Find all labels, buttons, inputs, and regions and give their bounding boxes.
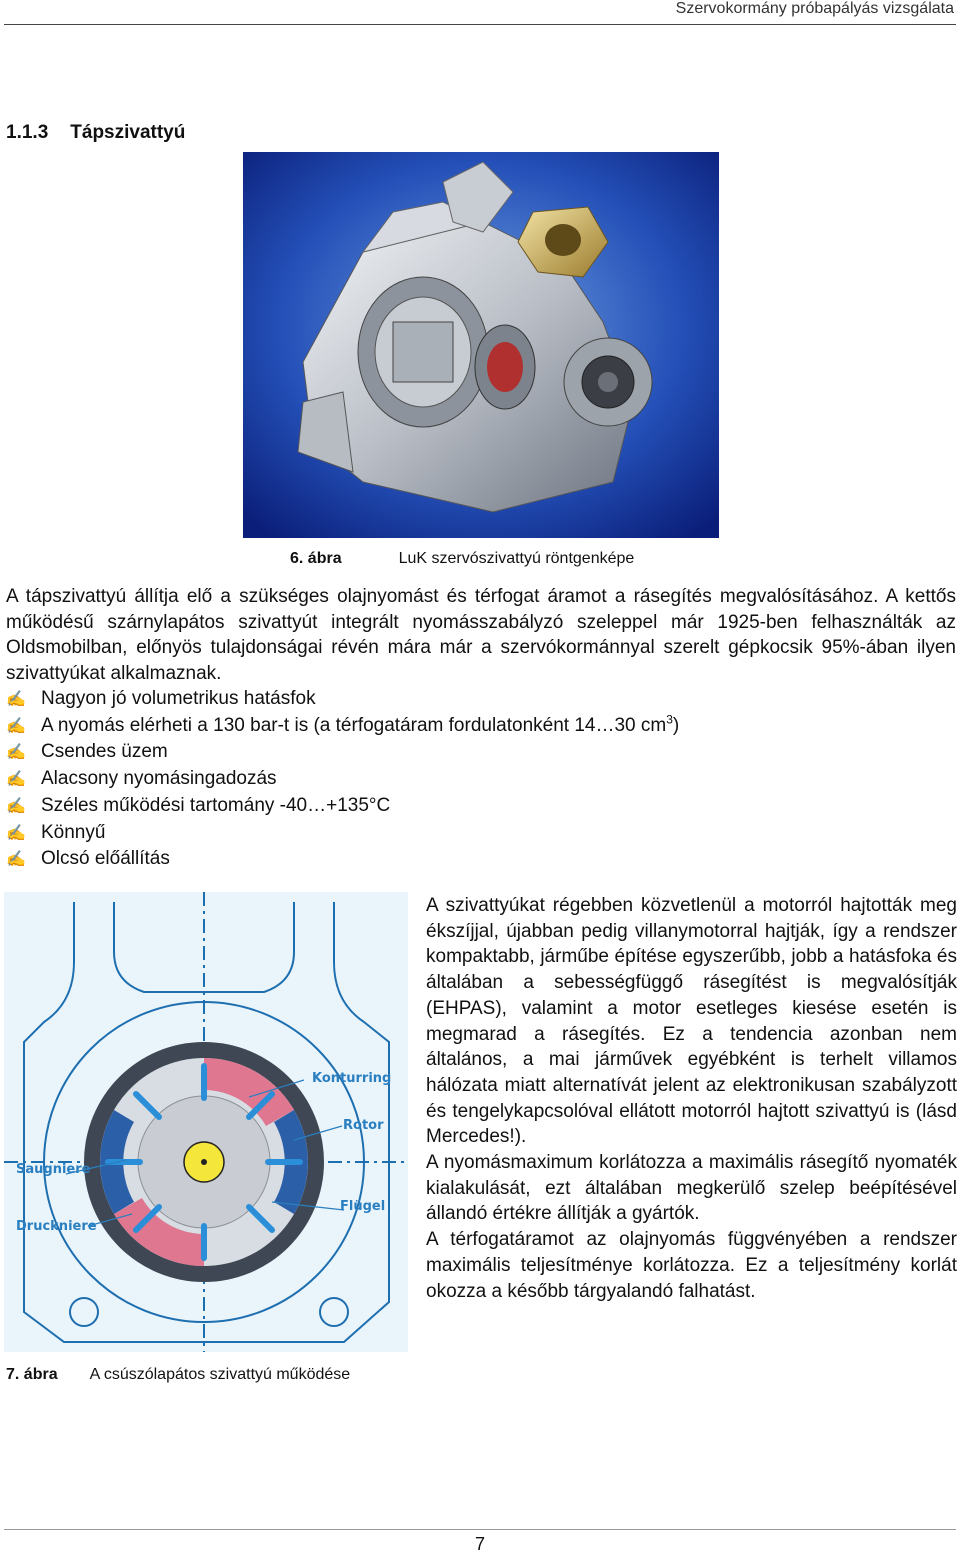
unit-superscript: 3 xyxy=(666,712,673,727)
figure-7-caption xyxy=(6,1366,350,1384)
header-rule xyxy=(4,24,956,25)
writing-hand-icon: ✍ xyxy=(6,851,26,869)
section-heading xyxy=(6,122,185,144)
vane-pump-diagram xyxy=(4,892,408,1352)
intro-paragraph: A tápszivattyú állítja elő a szükséges olajnyomást és térfogat áramot a rásegítés megvalósításához. A kettős működésű szárnylapátos szivattyút integrált nyomásszabályzó szeleppel már 1925-ben felhasználták az Oldsmobilban, előnyös tulajdonságai révén mára már a szervókormánnyal szerelt gépkocsik 95%-ában ilyen szivattyúkat alkalmaznak. xyxy=(6,586,956,684)
list-item-text: Olcsó előállítás xyxy=(41,848,170,870)
list-item xyxy=(6,820,956,847)
label-flugel: Flügel xyxy=(340,1199,386,1214)
running-header: Szervokormány próbapályás vizsgálata xyxy=(675,0,954,17)
list-item xyxy=(6,766,956,793)
list-item-text: Nagyon jó volumetrikus hatásfok xyxy=(41,688,316,709)
page-number: 7 xyxy=(474,1534,485,1554)
label-rotor: Rotor xyxy=(343,1118,384,1133)
label-konturring: Konturring xyxy=(312,1071,392,1086)
list-item-text: Széles működési tartomány -40…+135°C xyxy=(41,794,391,816)
list-item-text: Csendes üzem xyxy=(41,741,168,763)
label-druckniere: Druckniere xyxy=(16,1219,97,1234)
writing-hand-icon: ✍ xyxy=(6,771,26,789)
list-item xyxy=(6,739,956,766)
body-paragraph: A térfogatáramot az olajnyomás függvényében a rendszer maximális teljesítménye korlátozza. Ez a teljesítmény korlát okozza a később tárgyalandó falhatást. xyxy=(426,1229,957,1302)
list-item-text-tail: ) xyxy=(672,714,680,736)
figure-7-label: 7. ábra xyxy=(6,1366,58,1383)
writing-hand-icon: ✍ xyxy=(6,824,26,842)
section-number: 1.1.3 xyxy=(6,122,49,143)
section-title: Tápszivattyú xyxy=(70,122,186,143)
pump-photo xyxy=(243,152,719,538)
writing-hand-icon: ✍ xyxy=(6,717,26,735)
figure-6-caption-text: LuK szervószivattyú röntgenképe xyxy=(398,550,635,567)
body-text xyxy=(426,893,957,1304)
list-item xyxy=(6,713,956,740)
writing-hand-icon: ✍ xyxy=(6,691,26,708)
list-item xyxy=(6,846,956,873)
figure-7-caption-text: A csúszólapátos szivattyú működése xyxy=(89,1366,351,1383)
feature-list xyxy=(6,686,956,873)
writing-hand-icon: ✍ xyxy=(6,797,26,815)
figure-6-label: 6. ábra xyxy=(290,550,342,567)
label-saugniere: Saugniere xyxy=(16,1162,91,1177)
body-paragraph: A szivattyúkat régebben közvetlenül a motorról hajtották meg ékszíjjal, újabban pedig villanymotorral hajtják, így a rendszer kompaktabb, járműbe építése egyszerűbb, jobb a hatásfoka és általában a sebességfüggő rásegítést is megvalósítják (EHPAS), valamint a motor esetleges kiesése esetén is megmarad a rásegítés. Ez a tendencia azonban nem általános, a mai járművek egyébként is terhelt villamos hálózata miatt alternatívát jelent az elektronikusan szabályzott és tengelykapcsolóval ellátott motorról hajtott szivattyú is (lásd Mercedes!). xyxy=(426,895,957,1148)
writing-hand-icon: ✍ xyxy=(6,744,26,762)
list-item-text xyxy=(41,713,679,739)
body-paragraph: A nyomásmaximum korlátozza a maximális rásegítő nyomaték kialakulását, ezt általában megkerülő szelep beépítésével állandó értékre állítják a gyártók. xyxy=(426,1152,957,1225)
figure-6-caption xyxy=(290,550,634,568)
list-item-text: Alacsony nyomásingadozás xyxy=(41,768,277,790)
list-item xyxy=(6,793,956,820)
list-item-text-main: A nyomás elérheti a 130 bar-t is (a térfogatáram fordulatonként 14…30 cm xyxy=(41,714,667,736)
list-item xyxy=(6,686,956,713)
list-item-text: Könnyű xyxy=(41,821,106,843)
footer-rule xyxy=(4,1529,956,1530)
